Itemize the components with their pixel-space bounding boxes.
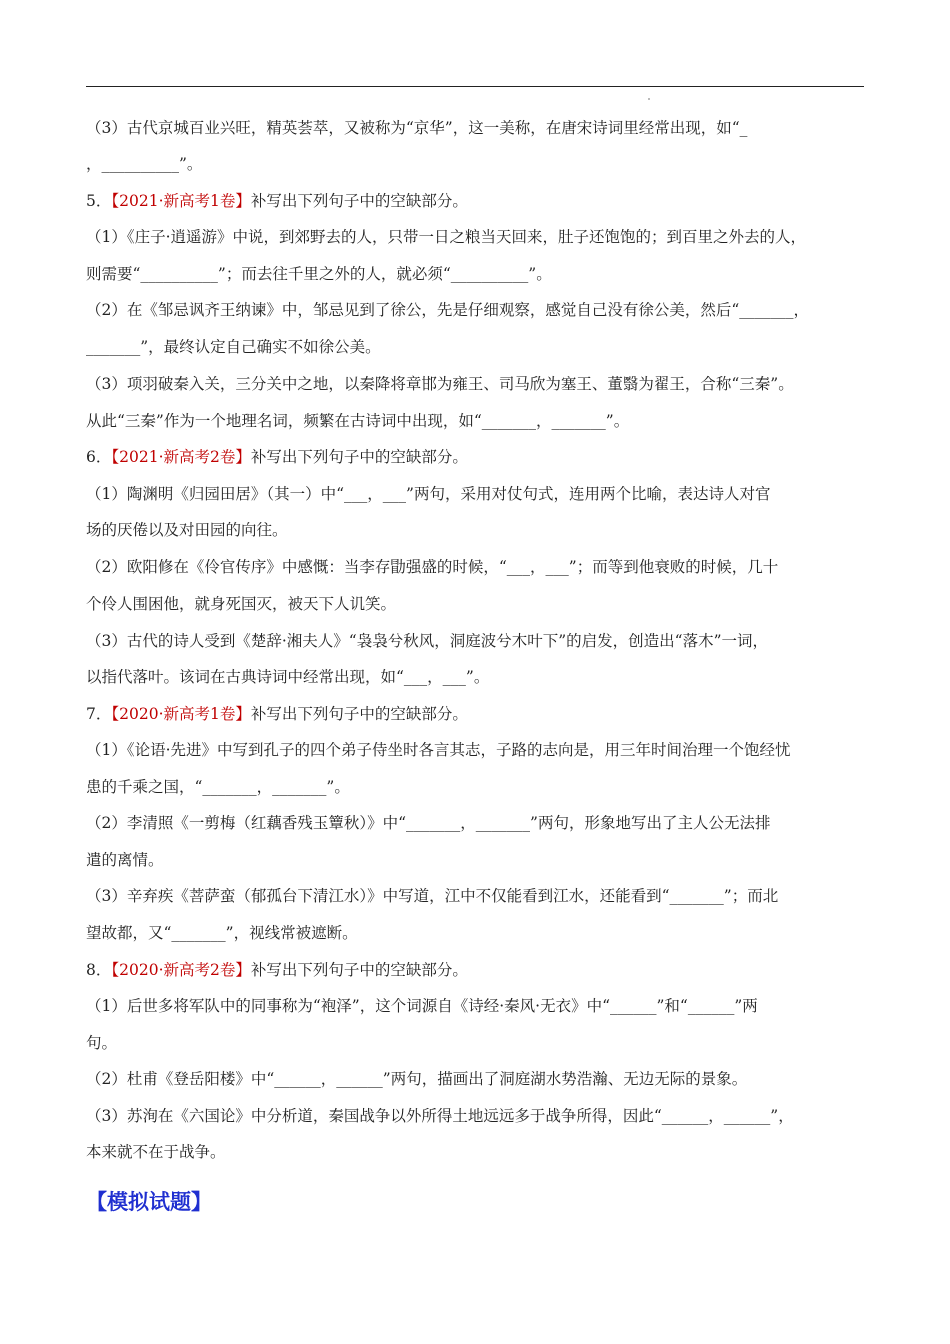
question-text-line <box>86 336 864 358</box>
question-text-line <box>86 226 864 248</box>
line-text: 补写出下列句子中的空缺部分。 <box>250 448 468 466</box>
question-text-line <box>86 519 864 541</box>
question-number: 6． <box>86 448 112 466</box>
line-text: 场的厌倦以及对田园的向往。 <box>86 521 288 539</box>
question-text-line <box>86 373 864 395</box>
question-text-line <box>86 117 864 139</box>
line-text: 个伶人围困他，就身死国灭，被天下人讥笑。 <box>86 595 397 613</box>
question-number: 5． <box>86 192 112 210</box>
line-text: （2）在《邹忌讽齐王纳谏》中，邹忌见到了徐公，先是仔细观察，感觉自己没有徐公美，然后“_______， <box>86 301 810 319</box>
question-text-line <box>86 849 864 871</box>
line-text: 患的千乘之国，“_______，_______”。 <box>86 778 350 796</box>
question-text-line <box>86 1068 864 1090</box>
line-text: （1）陶渊明《归园田居》（其一）中“___，___”两句，采用对仗句式，连用两个比喻，表达诗人对官 <box>86 485 771 503</box>
question-text-line <box>86 922 864 944</box>
line-text: 望故都，又“_______”，视线常被遮断。 <box>86 924 358 942</box>
question-text-line <box>86 776 864 798</box>
question-text-line <box>86 1032 864 1054</box>
line-text: （2）李清照《一剪梅（红藕香残玉簟秋）》中“_______，_______”两句，形象地写出了主人公无法排 <box>86 814 771 832</box>
line-text: 遣的离情。 <box>86 851 164 869</box>
line-text: 补写出下列句子中的空缺部分。 <box>250 961 468 979</box>
question-number: 7． <box>86 705 112 723</box>
question-text-line <box>86 885 864 907</box>
section-heading: 【模拟试题】 <box>86 1190 212 1214</box>
line-text: （1）《庄子·逍遥游》中说，到郊野去的人，只带一日之粮当天回来，肚子还饱饱的；到百里之外去的人， <box>86 228 807 246</box>
question-text-line <box>86 666 864 688</box>
question-text-line <box>86 1105 864 1127</box>
exam-source-tag: 【2020·新高考1卷】 <box>111 705 251 723</box>
line-text: （1）《论语·先进》中写到孔子的四个弟子侍坐时各言其志，子路的志向是，用三年时间治理一个饱经忧 <box>86 741 791 759</box>
question-header-line <box>86 959 864 981</box>
question-header-line <box>86 703 864 725</box>
question-number: 8． <box>86 961 112 979</box>
line-text: （3）辛弃疾《菩萨蛮（郁孤台下清江水）》中写道，江中不仅能看到江水，还能看到“_______”；而北 <box>86 887 779 905</box>
line-text: 句。 <box>86 1034 118 1052</box>
line-text: 补写出下列句子中的空缺部分。 <box>250 192 468 210</box>
line-text: 本来就不在于战争。 <box>86 1143 226 1161</box>
question-text-line <box>86 299 864 321</box>
question-text-line <box>86 593 864 615</box>
question-text-line <box>86 556 864 578</box>
line-text: 从此“三秦”作为一个地理名词，频繁在古诗词中出现，如“_______，_______”。 <box>86 412 630 430</box>
question-text-line <box>86 812 864 834</box>
question-text-line <box>86 630 864 652</box>
line-text: （2）杜甫《登岳阳楼》中“______，______”两句，描画出了洞庭湖水势浩瀚、无边无际的景象。 <box>86 1070 748 1088</box>
line-text: 以指代落叶。该词在古典诗词中经常出现，如“___，___”。 <box>86 668 490 686</box>
question-text-line <box>86 995 864 1017</box>
exam-source-tag: 【2021·新高考2卷】 <box>111 448 251 466</box>
question-text-line <box>86 410 864 432</box>
line-text: （3）项羽破秦入关，三分关中之地，以秦降将章邯为雍王、司马欣为塞王、董翳为翟王，合称“三秦”。 <box>86 375 794 393</box>
line-text: （3）古代的诗人受到《楚辞·湘夫人》“袅袅兮秋风，洞庭波兮木叶下”的启发，创造出“落木”一词， <box>86 632 768 650</box>
question-header-line <box>86 190 864 212</box>
question-text-line <box>86 1141 864 1163</box>
question-text-line <box>86 263 864 285</box>
question-header-line <box>86 446 864 468</box>
question-text-line <box>86 483 864 505</box>
decorative-dot <box>648 98 650 100</box>
question-text-line <box>86 739 864 761</box>
line-text: （3）古代京城百业兴旺，精英荟萃，又被称为“京华”，这一美称，在唐宋诗词里经常出现，如“_ <box>86 119 748 137</box>
question-text-line <box>86 153 864 175</box>
line-text: 则需要“__________”；而去往千里之外的人，就必须“__________”。 <box>86 265 552 283</box>
line-text: （1）后世多将军队中的同事称为“袍泽”，这个词源自《诗经·秦风·无衣》中“______”和“______”两 <box>86 997 758 1015</box>
line-text: 补写出下列句子中的空缺部分。 <box>250 705 468 723</box>
header-rule <box>86 86 864 87</box>
exam-source-tag: 【2020·新高考2卷】 <box>111 961 251 979</box>
line-text: _______”，最终认定自己确实不如徐公美。 <box>86 338 381 356</box>
line-text: ，__________”。 <box>86 155 203 173</box>
line-text: （2）欧阳修在《伶官传序》中感慨：当李存勖强盛的时候，“___，___”；而等到他衰败的时候，几十 <box>86 558 779 576</box>
line-text: （3）苏洵在《六国论》中分析道，秦国战争以外所得土地远远多于战争所得，因此“______，______”， <box>86 1107 794 1125</box>
exam-source-tag: 【2021·新高考1卷】 <box>111 192 251 210</box>
